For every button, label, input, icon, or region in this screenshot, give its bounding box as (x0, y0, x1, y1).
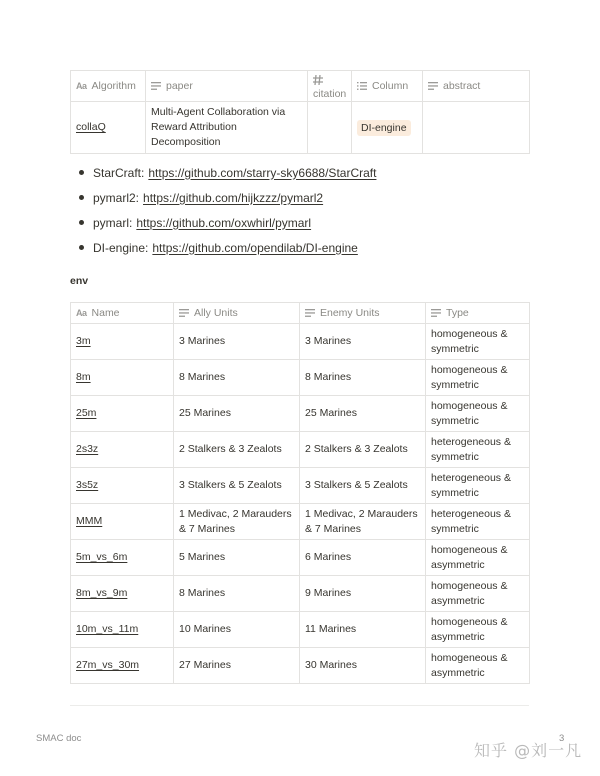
cell-name (71, 432, 174, 468)
table-row (71, 396, 530, 432)
cell-ally: 8 Marines (174, 360, 300, 396)
list-property-icon (357, 82, 367, 90)
title-property-icon: Aa (76, 81, 87, 91)
repo-link-pymarl[interactable]: https://github.com/oxwhirl/pymarl (136, 215, 312, 230)
watermark: 知乎 @刘一凡 (474, 741, 583, 760)
list-item: StarCraft: https://github.com/starry-sky6688/StarCraft (77, 160, 537, 185)
cell-enemy: 25 Marines (300, 396, 426, 432)
column-tag: DI-engine (357, 120, 411, 136)
cell-ally: 8 Marines (174, 576, 300, 612)
cell-type: homogeneous & symmetric (426, 360, 530, 396)
header-paper[interactable]: paper (146, 71, 308, 102)
cell-ally: 5 Marines (174, 540, 300, 576)
header-citation[interactable]: citation (308, 71, 352, 102)
text-property-icon (151, 82, 161, 90)
number-property-icon (313, 75, 323, 85)
table-row (71, 102, 530, 154)
header-column[interactable]: Column (352, 71, 423, 102)
cell-enemy: 3 Marines (300, 324, 426, 360)
cell-name (71, 540, 174, 576)
table-row (71, 360, 530, 396)
text-property-icon (179, 309, 189, 317)
cell-ally: 2 Stalkers & 3 Zealots (174, 432, 300, 468)
footer-page-number: 3 (559, 733, 565, 744)
cell-enemy: 2 Stalkers & 3 Zealots (300, 432, 426, 468)
cell-abstract (423, 102, 530, 154)
algorithm-table (70, 70, 530, 154)
cell-ally: 25 Marines (174, 396, 300, 432)
header-ally-units[interactable]: Ally Units (174, 303, 300, 324)
cell-type: homogeneous & asymmetric (426, 540, 530, 576)
env-link[interactable]: 5m_vs_6m (76, 551, 128, 563)
algorithm-link[interactable]: collaQ (76, 121, 106, 133)
list-item: pymarl2: https://github.com/hijkzzz/pymarl2 (77, 185, 537, 210)
table-row (71, 432, 530, 468)
cell-type: heterogeneous & symmetric (426, 504, 530, 540)
cell-type: heterogeneous & symmetric (426, 432, 530, 468)
cell-name (71, 576, 174, 612)
table-row (71, 612, 530, 648)
repo-link-starcraft[interactable]: https://github.com/starry-sky6688/StarCraft (148, 165, 377, 180)
cell-ally: 1 Medivac, 2 Marauders & 7 Marines (174, 504, 300, 540)
cell-ally: 10 Marines (174, 612, 300, 648)
cell-name (71, 468, 174, 504)
header-type[interactable]: Type (426, 303, 530, 324)
footer-divider (70, 705, 529, 706)
cell-name (71, 396, 174, 432)
table-row (71, 468, 530, 504)
cell-ally: 27 Marines (174, 648, 300, 684)
cell-type: homogeneous & asymmetric (426, 576, 530, 612)
cell-citation (308, 102, 352, 154)
cell-column (352, 102, 423, 154)
cell-enemy: 3 Stalkers & 5 Zealots (300, 468, 426, 504)
env-heading: env (70, 275, 89, 287)
table-row (71, 648, 530, 684)
env-link[interactable]: 27m_vs_30m (76, 659, 140, 671)
text-property-icon (428, 82, 438, 90)
cell-name (71, 612, 174, 648)
env-link[interactable]: 3m (76, 335, 91, 347)
env-link[interactable]: MMM (76, 515, 103, 527)
env-table-header (71, 303, 530, 324)
cell-enemy: 1 Medivac, 2 Marauders & 7 Marines (300, 504, 426, 540)
env-link[interactable]: 25m (76, 407, 97, 419)
bullet-icon (79, 170, 84, 175)
header-algorithm[interactable]: Aa Algorithm (71, 71, 146, 102)
list-item: DI-engine: https://github.com/opendilab/DI-engine (77, 235, 537, 260)
title-property-icon: Aa (76, 308, 87, 318)
cell-enemy: 6 Marines (300, 540, 426, 576)
cell-name (71, 360, 174, 396)
cell-type: homogeneous & symmetric (426, 396, 530, 432)
env-link[interactable]: 8m (76, 371, 91, 383)
header-name[interactable]: Aa Name (71, 303, 174, 324)
cell-enemy: 11 Marines (300, 612, 426, 648)
algorithm-table-header (71, 71, 530, 102)
cell-ally: 3 Stalkers & 5 Zealots (174, 468, 300, 504)
env-link[interactable]: 2s3z (76, 443, 99, 455)
cell-type: heterogeneous & symmetric (426, 468, 530, 504)
repo-link-di-engine[interactable]: https://github.com/opendilab/DI-engine (152, 240, 358, 255)
cell-type: homogeneous & asymmetric (426, 648, 530, 684)
table-row (71, 576, 530, 612)
header-abstract[interactable]: abstract (423, 71, 530, 102)
env-link[interactable]: 8m_vs_9m (76, 587, 128, 599)
text-property-icon (305, 309, 315, 317)
cell-paper: Multi-Agent Collaboration via Reward Attribution Decomposition (146, 102, 308, 154)
table-row (71, 504, 530, 540)
repo-links-list (77, 160, 537, 260)
list-item: pymarl: https://github.com/oxwhirl/pymarl (77, 210, 537, 235)
cell-enemy: 8 Marines (300, 360, 426, 396)
cell-enemy: 30 Marines (300, 648, 426, 684)
cell-algorithm (71, 102, 146, 154)
bullet-icon (79, 245, 84, 250)
header-enemy-units[interactable]: Enemy Units (300, 303, 426, 324)
bullet-icon (79, 195, 84, 200)
table-row (71, 324, 530, 360)
text-property-icon (431, 309, 441, 317)
cell-name (71, 324, 174, 360)
cell-name (71, 504, 174, 540)
footer-doc-title: SMAC doc (36, 733, 82, 744)
env-link[interactable]: 3s5z (76, 479, 99, 491)
repo-link-pymarl2[interactable]: https://github.com/hijkzzz/pymarl2 (143, 190, 324, 205)
table-row (71, 540, 530, 576)
cell-type: homogeneous & asymmetric (426, 612, 530, 648)
cell-ally: 3 Marines (174, 324, 300, 360)
env-link[interactable]: 10m_vs_11m (76, 623, 139, 635)
cell-name (71, 648, 174, 684)
cell-enemy: 9 Marines (300, 576, 426, 612)
bullet-icon (79, 220, 84, 225)
env-table (70, 302, 530, 684)
cell-type: homogeneous & symmetric (426, 324, 530, 360)
